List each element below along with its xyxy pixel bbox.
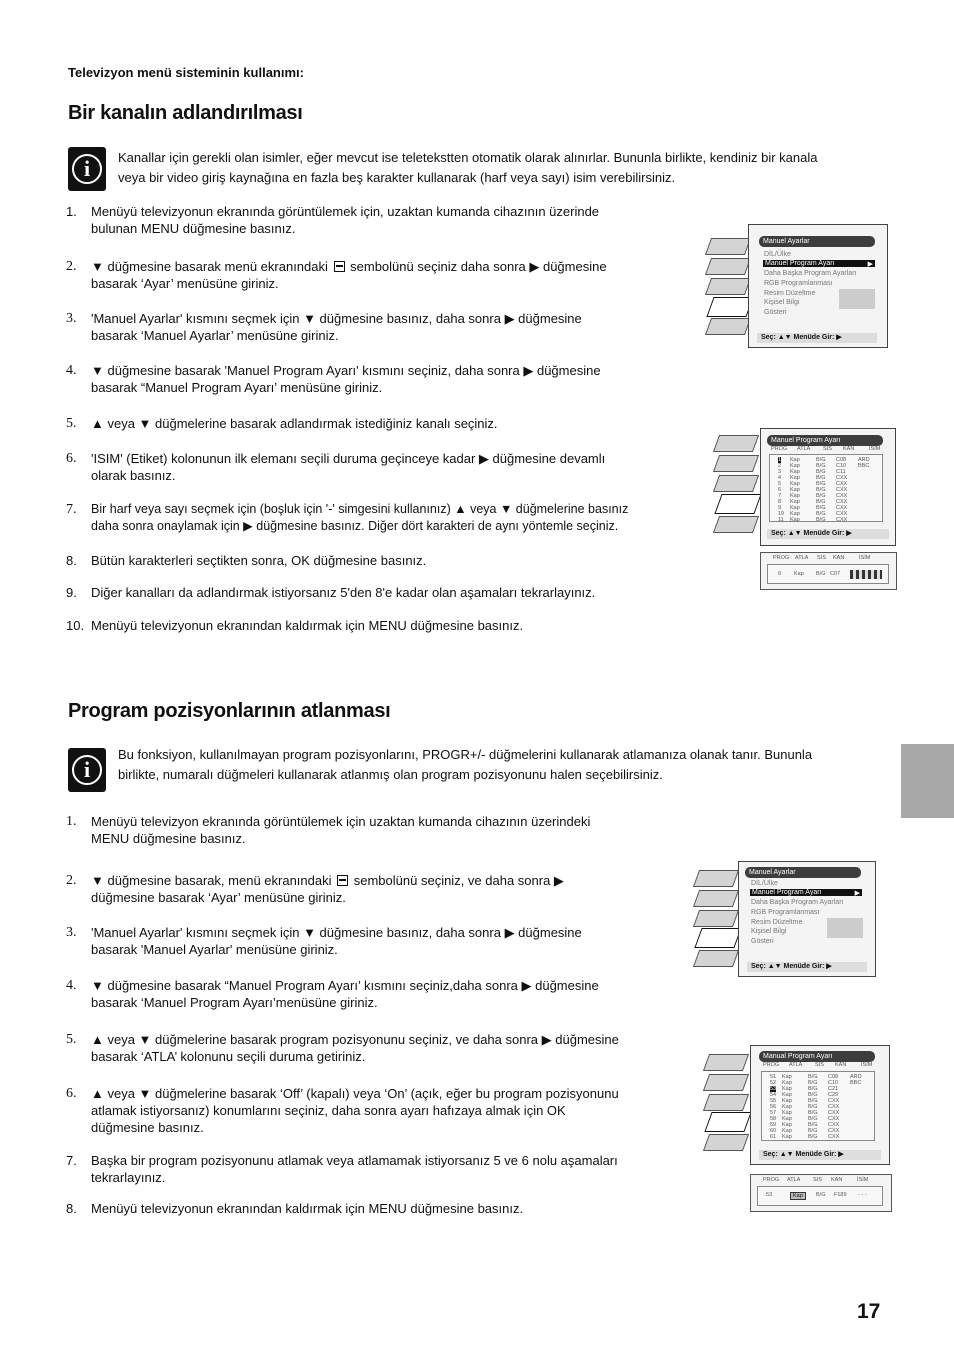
menu-tab-icon	[705, 258, 751, 275]
menu-tab-icon	[705, 318, 751, 335]
table-row: 59 Kap B/G CXX	[770, 1122, 840, 1128]
info-icon: i	[68, 748, 106, 792]
intro-line: Bu fonksiyon, kullanılmayan program pozisyonlarını, PROGR+/- düğmelerini kullanarak atlamanıza olanak tanır. Bununla	[118, 747, 813, 762]
table-row: 61 Kap B/G CXX	[770, 1134, 840, 1140]
setup-icon	[704, 1112, 751, 1132]
intro-line: veya bir video giriş kaynağına en fazla beş karakter kullanarak (harf veya sayı) isim verebilirsiniz.	[118, 170, 676, 185]
page-number: 17	[857, 1300, 881, 1323]
table-row: 55 Kap B/G CXX	[770, 1098, 840, 1104]
table-row: 2 Kap B/G C10 BBC	[778, 463, 870, 469]
table-row: 1 Kap B/G C08 ARD	[778, 457, 870, 463]
table-row: 7 Kap B/G CXX	[778, 493, 848, 499]
table-row: 11 Kap B/G CXX	[778, 517, 848, 523]
table-row: 9 Kap B/G CXX	[778, 505, 848, 511]
page-header: Televizyon menü sisteminin kullanımı:	[68, 65, 304, 80]
program-table	[761, 1071, 875, 1141]
menu-screenshot-program-2: Manual Program Ayarı PROG ATLA SIS KAN İSİM 51 Kap B/G C08 ARD 52 Kap B/G C10 BBC 53 Kap B/G C21 54 Kap B/G C29 55 Kap B/G CXX 56 Kap B/G CXX 57 Kap B/G CXX 58 Kap B/G CXX 59 Kap B/G CXX 60 Kap B/G CXX 61 Kap B/G CXX Seç: ▲▼ Menüde Gir: ▶	[700, 1044, 892, 1166]
table-row: 54 Kap B/G C29	[770, 1092, 839, 1098]
intro-line: birlikte, numaralı düğmeleri kullanarak atlanmış olan program pozisyonunu halen seçebilirsiniz.	[118, 767, 663, 782]
section-title-skip: Program pozisyonlarının atlanması	[68, 700, 391, 722]
program-edit-strip-1: PROG ATLA SIS KAN İSİM 6 Kap B/G C07	[760, 552, 897, 590]
program-table	[769, 454, 883, 522]
table-row: 56 Kap B/G CXX	[770, 1104, 840, 1110]
chapter-tab	[901, 744, 954, 818]
table-row: 51 Kap B/G C08 ARD	[770, 1074, 862, 1080]
table-row: 5 Kap B/G CXX	[778, 481, 848, 487]
menu-tab-icon	[705, 238, 751, 255]
menu-screenshot-ayarlar-1: Manuel Ayarlar DİL/Ülke Manuel Program Ayarı ▶ Daha Başka Program Ayarları RGB Programlanması Resim Düzeltme Kişisel Bilgi Gösteri Seç: ▲▼ Menüde Gir: ▶	[700, 222, 890, 350]
section2-intro	[118, 745, 812, 785]
setup-icon	[706, 297, 753, 317]
section-title-naming: Bir kanalın adlandırılması	[68, 102, 303, 124]
menu-screenshot-program-1: Manuel Program Ayarı PROG ATLA SIS KAN İSİM 1 Kap B/G C08 ARD 2 Kap B/G C10 BBC 3 Kap B/G C11 4 Kap B/G CXX 5 Kap B/G CXX 6 Kap B/G CXX 7 Kap B/G CXX 8 Kap B/G CXX 9 Kap B/G CXX 10 Kap B/G CXX 11 Kap B/G CXX Seç: ▲▼ Menüde Gir: ▶	[712, 427, 898, 547]
table-row: 57 Kap B/G CXX	[770, 1110, 840, 1116]
table-row: 60 Kap B/G CXX	[770, 1128, 840, 1134]
table-row: 53 Kap B/G C21	[770, 1086, 839, 1092]
name-entry-cursor	[850, 570, 882, 579]
table-row: 3 Kap B/G C11	[778, 469, 846, 475]
program-edit-strip-2: PROG ATLA SIS KAN İSİM 53 Kap B/G F189 - - -	[750, 1174, 892, 1212]
table-row: 10 Kap B/G CXX	[778, 511, 848, 517]
setup-icon	[714, 494, 761, 514]
setup-icon	[694, 928, 741, 948]
table-row: 8 Kap B/G CXX	[778, 499, 848, 505]
table-row: 58 Kap B/G CXX	[770, 1116, 840, 1122]
menu-screenshot-ayarlar-2: Manuel Ayarlar DİL/Ülke Manuel Program Ayarı ▶ Daha Başka Program Ayarları RGB Programlanması Resim Düzeltme Kişisel Bilgi Gösteri Seç: ▲▼ Menüde Gir: ▶	[690, 860, 880, 980]
section1-intro	[118, 148, 817, 188]
setup-icon	[334, 261, 345, 272]
table-row: 6 Kap B/G CXX	[778, 487, 848, 493]
menu-tab-icon	[705, 278, 751, 295]
intro-line: Kanallar için gerekli olan isimler, eğer mevcut ise teletekstten otomatik olarak alınırlar. Bununla birlikte, kendiniz bir kanala	[118, 150, 818, 165]
table-row: 4 Kap B/G CXX	[778, 475, 848, 481]
info-icon: i	[68, 147, 106, 191]
table-row: 52 Kap B/G C10 BBC	[770, 1080, 862, 1086]
setup-icon	[337, 875, 348, 886]
